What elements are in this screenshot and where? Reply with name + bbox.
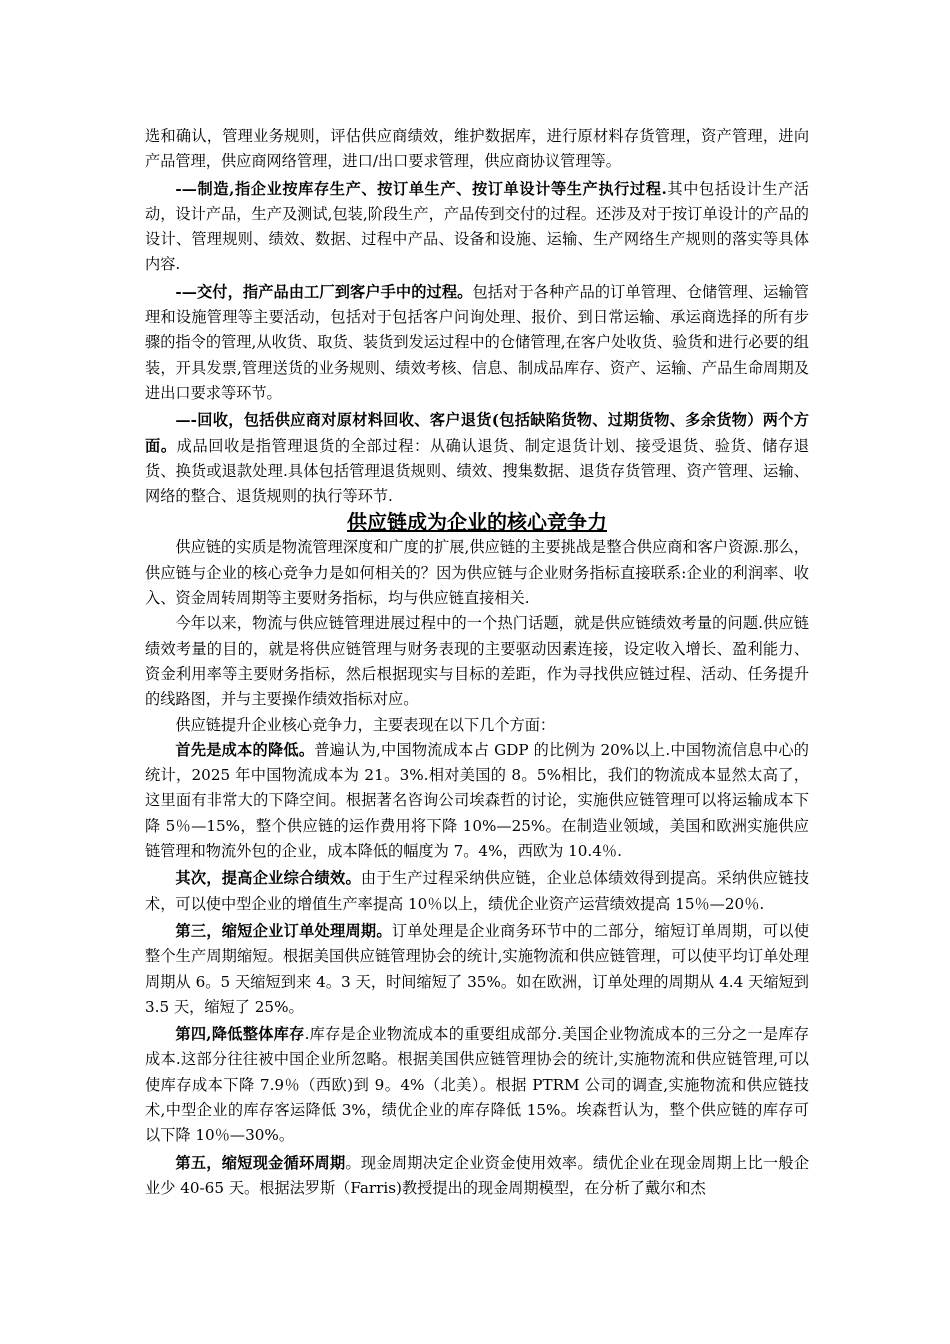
paragraph: 首先是成本的降低。普遍认为,中国物流成本占 GDP 的比例为 20%以上.中国物流信息中心的统计，2025 年中国物流成本为 21。3%.相对美国的 8。5%相比，我们的物流成本显然太高了，这里面有非常大的下降空间。根据著名咨询公司埃森哲的讨论，实施供应链管理可以将运输成本下降 5％—15%，整个供应链的运作费用将下降 10%—25%。在制造业领域，美国和欧洲实施供应链管理和物流外包的企业，成本降低的幅度为 7。4%，西欧为 10.4％. — [145, 740, 809, 861]
paragraph: 今年以来，物流与供应链管理进展过程中的一个热门话题，就是供应链绩效考量的问题.供应链绩效考量的目的，就是将供应链管理与财务表现的主要驱动因素连接，设定收入增长、盈利能力、资金利用率等主要财务指标，然后根据现实与目标的差距，作为寻找供应链过程、活动、任务提升的线路图，并与主要操作绩效指标对应。 — [145, 614, 809, 709]
paragraph: 第四,降低整体库存.库存是企业物流成本的重要组成部分.美国企业物流成本的三分之一是库存成本.这部分往往被中国企业所忽略。根据美国供应链管理协会的统计,实施物流和供应链管理,可以使库存成本下降 7.9％（西欧)到 9。4%（北美）。根据 PTRM 公司的调查,实施物流和供应链技术,中型企业的库存客运降低 3%，绩优企业的库存降低 15%。埃森哲认为，整个供应链的库存可以下降 10％—30%。 — [145, 1025, 809, 1145]
paragraph: 第三，缩短企业订单处理周期。订单处理是企业商务环节中的二部分，缩短订单周期，可以使整个生产周期缩短。根据美国供应链管理协会的统计,实施物流和供应链管理，可以使平均订单处理周期从 6。5 天缩短到来 4。3 天，时间缩短了 35%。如在欧洲，订单处理的周期从 4.4 天缩短到 3.5 天，缩短了 25%。 — [145, 921, 810, 1016]
section-heading: 供应链成为企业的核心竞争力 — [347, 510, 607, 535]
paragraph: 选和确认，管理业务规则，评估供应商绩效，维护数据库，进行原材料存货管理，资产管理，进向产品管理，供应商网络管理，进口/出口要求管理，供应商协议管理等。 — [145, 127, 809, 171]
paragraph: 其次，提高企业综合绩效。由于生产过程采纳供应链，企业总体绩效得到提高。采纳供应链技术，可以使中型企业的增值生产率提高 10％以上，绩优企业资产运营绩效提高 15％—20％. — [145, 869, 810, 913]
paragraph: —-回收，包括供应商对原材料回收、客户退货(包括缺陷货物、过期货物、多余货物）两个方面。成品回收是指管理退货的全部过程：从确认退货、制定退货计划、接受退货、验货、储存退货、换货或退款处理.具体包括管理退货规则、绩效、搜集数据、退货存货管理、资产管理、运输、网络的整合、退货规则的执行等环节. — [145, 411, 810, 506]
paragraph: -—制造,指企业按库存生产、按订单生产、按订单设计等生产执行过程.其中包括设计生产活动，设计产品，生产及测试,包装,阶段生产，产品传到交付的过程。还涉及对于按订单设计的产品的设计、管理规则、绩效、数据、过程中产品、设备和设施、运输、生产网络生产规则的落实等具体内容. — [145, 179, 809, 274]
document-page — [145, 124, 809, 1201]
paragraph: 供应链的实质是物流管理深度和广度的扩展,供应链的主要挑战是整合供应商和客户资源.那么，供应链与企业的核心竞争力是如何相关的？因为供应链与企业财务指标直接联系:企业的利润率、收入、资金周转周期等主要财务指标，均与供应链直接相关. — [145, 538, 809, 608]
paragraph: 供应链提升企业核心竞争力，主要表现在以下几个方面： — [175, 715, 556, 734]
paragraph: 第五，缩短现金循环周期。现金周期决定企业资金使用效率。绩优企业在现金周期上比一般企业少 40-65 天。根据法罗斯（Farris)教授提出的现金周期模型，在分析了戴尔和杰 — [145, 1153, 810, 1197]
paragraph: -—交付，指产品由工厂到客户手中的过程。包括对于各种产品的订单管理、仓储管理、运输管理和设施管理等主要活动，包括对于包括客户问询处理、报价、到日常运输、承运商选择的所有步骤的指令的管理,从收货、取货、装货到发运过程中的仓储管理,在客户处收货、验货和进行必要的组装，开具发票,管理送货的业务规则、绩效考核、信息、制成品库存、资产、运输、产品生命周期及进出口要求等环节。 — [145, 282, 809, 402]
